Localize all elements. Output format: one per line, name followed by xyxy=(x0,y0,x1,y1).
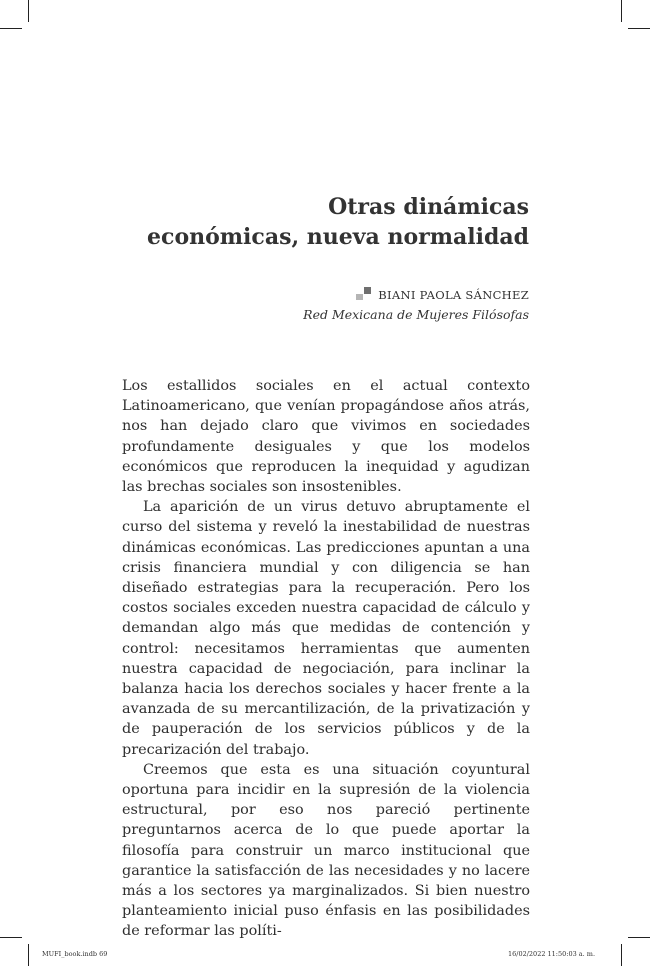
body-text xyxy=(122,376,530,942)
crop-mark xyxy=(28,0,29,22)
crop-mark xyxy=(28,944,29,966)
crop-mark xyxy=(621,944,622,966)
footer-timestamp: 16/02/2022 11:50:03 a. m. xyxy=(508,950,596,958)
paragraph: Los estallidos sociales en el actual contexto Latinoamericano, que venían propagándose años atrás, nos han dejado claro que vivimos en sociedades profundamente desiguales y que los modelos económicos que reproducen la inequidad y agudizan las brechas sociales son insostenibles. xyxy=(122,378,530,496)
chapter-title-line-2: económicas, nueva normalidad xyxy=(147,224,529,250)
paragraph: La aparición de un virus detuvo abruptamente el curso del sistema y reveló la inestabilidad de nuestras dinámicas económicas. Las predicciones apuntan a una crisis financiera mundial y con diligencia se han diseñado estrategias para la recuperación. Pero los costos sociales exceden nuestra capacidad de cálculo y demandan algo más que medidas de contención y control: necesitamos herramientas que aumenten nuestra capacidad de negociación, para inclinar la balanza hacia los derechos sociales y hacer frente a la avanzada de su mercantilización, de la privatización y de pauperación de los servicios públicos y de la precarización del trabajo. xyxy=(122,499,530,758)
author-block xyxy=(303,286,529,325)
chapter-title xyxy=(147,192,529,252)
crop-mark xyxy=(621,0,622,22)
author-name: BIANI PAOLA SÁNCHEZ xyxy=(378,288,529,302)
crop-mark xyxy=(628,28,650,29)
footer-file-info: MUFI_book.indb 69 xyxy=(42,950,108,958)
paragraph: Creemos que esta es una situación coyuntural oportuna para incidir en la supresión de la violencia estructural, por eso nos pareció pertinente preguntarnos acerca de lo que puede aportar la filosofía para construir un marco institucional que garantice la satisfacción de las necesidades y no lacere más a los sectores ya marginalizados. Si bien nuestro planteamiento inicial puso énfasis en las posibilidades de reformar las políti- xyxy=(122,761,530,940)
crop-mark xyxy=(628,937,650,938)
author-line xyxy=(303,286,529,305)
chapter-title-line-1: Otras dinámicas xyxy=(328,194,529,220)
crop-mark xyxy=(0,28,22,29)
author-affiliation: Red Mexicana de Mujeres Filósofas xyxy=(303,307,529,322)
ornament-squares-icon xyxy=(356,287,372,301)
crop-mark xyxy=(0,937,22,938)
